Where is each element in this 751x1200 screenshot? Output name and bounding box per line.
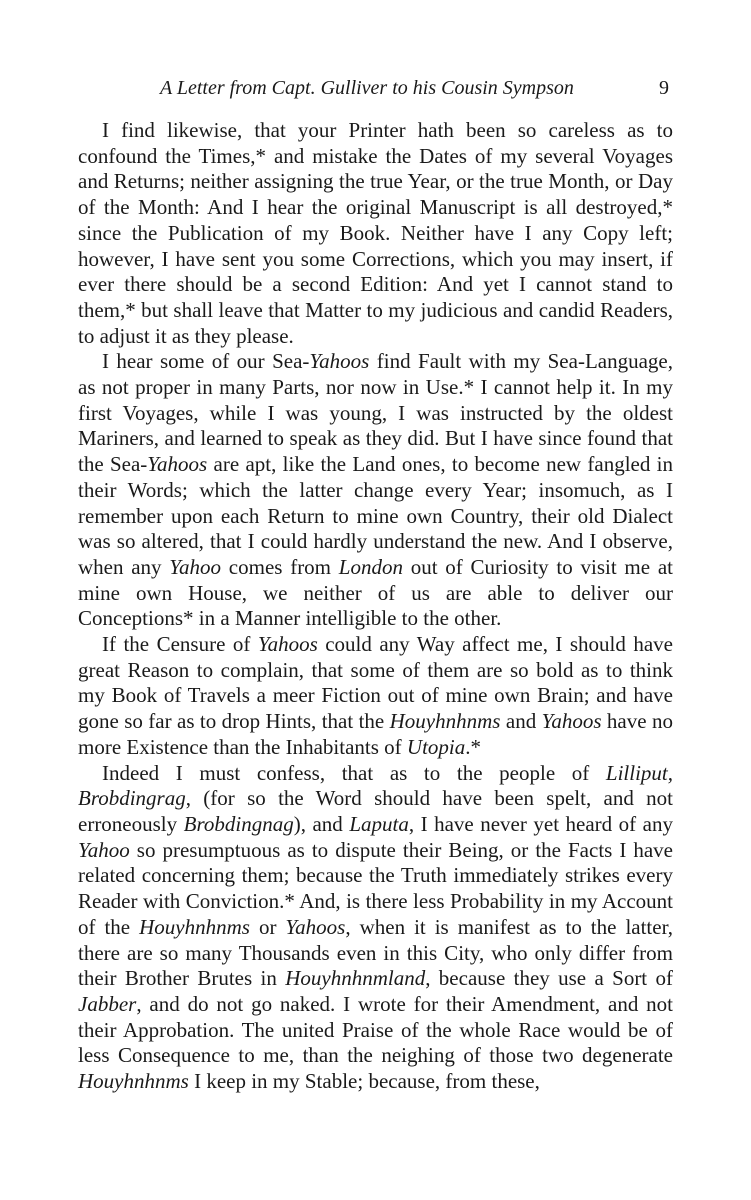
paragraph: [78, 632, 673, 761]
text-run: so presumptuous as to dispute their Being, or the Facts I have related concerning them; because the Truth immediately strikes every Reader with Conviction.* And, is there less Probability in my Account of the: [78, 837, 673, 939]
page-number: 9: [659, 77, 669, 99]
text-run: I find likewise, that your Printer hath been so careless as to confound the Times,* and mistake the Dates of my several Voyages and Returns; neither assigning the true Year, or the true Month, or Day of the Month: And I hear the original Manuscript is all destroyed,* since the Publication of my Book. Neither have I any Copy left; however, I have sent you some Corrections, which you may insert, if ever there should be a second Edition: And yet I cannot stand to them,* but shall leave that Matter to my judicious and candid Readers, to adjust it as they please.: [78, 118, 673, 348]
italic-text-run: Houyhnhnms: [389, 709, 501, 734]
text-run: Indeed I must confess, that as to the people of: [102, 760, 606, 785]
italic-text-run: Laputa: [349, 811, 409, 836]
text-run: out of Curiosity to visit me at mine own House, we neither of us are able to deliver our Conceptions* in a Manner intelligible to the other.: [78, 554, 673, 631]
text-run: .*: [465, 734, 481, 759]
paragraph: [78, 761, 673, 1095]
text-run: or: [249, 914, 286, 939]
text-run: are apt, like the Land ones, to become new fangled in their Words; which the latter change every Year; insomuch, as I remember upon each Return to mine own Country, their old Dialect was so altered, that I could hardly understand the new. And I observe, when any: [78, 452, 673, 579]
body-text: [78, 118, 673, 1095]
text-run: , I have never yet heard of any: [408, 811, 674, 836]
italic-text-run: Houyhnhnms: [139, 914, 250, 939]
running-title: A Letter from Capt. Gulliver to his Cousin Sympson: [160, 77, 574, 99]
italic-text-run: Yahoos: [285, 914, 346, 939]
text-run: comes from: [221, 554, 339, 579]
italic-text-run: Yahoos: [147, 452, 208, 477]
paragraph: [78, 349, 673, 632]
paragraph: [78, 118, 673, 349]
italic-text-run: Houyhnhnms: [78, 1069, 189, 1094]
italic-text-run: Yahoo: [169, 554, 222, 579]
italic-text-run: Yahoos: [309, 349, 370, 374]
italic-text-run: Jabber: [78, 991, 137, 1016]
text-run: I keep in my Stable; because, from these,: [188, 1069, 540, 1094]
running-head: [78, 70, 673, 106]
italic-text-run: Utopia: [406, 734, 466, 759]
italic-text-run: Brobdingnag: [183, 811, 294, 836]
text-run: find Fault with my Sea-Language, as not proper in many Parts, nor now in Use.* I cannot help it. In my first Voyages, while I was young, I was instructed by the oldest Mariners, and learned to speak as they did. But I have since found that the Sea-: [78, 349, 673, 477]
italic-text-run: Yahoos: [541, 709, 602, 734]
italic-text-run: Yahoo: [78, 837, 130, 862]
text-run: , and do not go naked. I wrote for their Amendment, and not their Approbation. The united Praise of the whole Race would be of less Consequence to me, than the neighing of those two degenerate: [78, 991, 673, 1068]
text-run: , (for so the Word should have been spelt, and not erroneously: [78, 786, 673, 836]
text-run: and: [500, 709, 542, 734]
italic-text-run: Lilliput, Brobdingrag: [78, 760, 673, 811]
text-run: If the Censure of: [102, 632, 258, 657]
text-run: ), and: [293, 811, 350, 836]
italic-text-run: Houyhnhnmland: [285, 966, 426, 991]
text-run: , because they use a Sort of: [425, 966, 673, 991]
text-run: I hear some of our Sea-: [102, 349, 310, 374]
italic-text-run: London: [338, 554, 403, 579]
text-run: could any Way affect me, I should have great Reason to complain, that some of them are so bold as to think my Book of Travels a meer Fiction out of mine own Brain; and have gone so far as to drop Hints, that the: [78, 632, 674, 734]
text-run: , when it is manifest as to the latter, there are so many Thousands even in this City, who only differ from their Brother Brutes in: [78, 914, 673, 991]
text-run: have no more Existence than the Inhabitants of: [78, 709, 673, 759]
book-page: [78, 70, 673, 1095]
italic-text-run: Yahoos: [257, 632, 318, 657]
